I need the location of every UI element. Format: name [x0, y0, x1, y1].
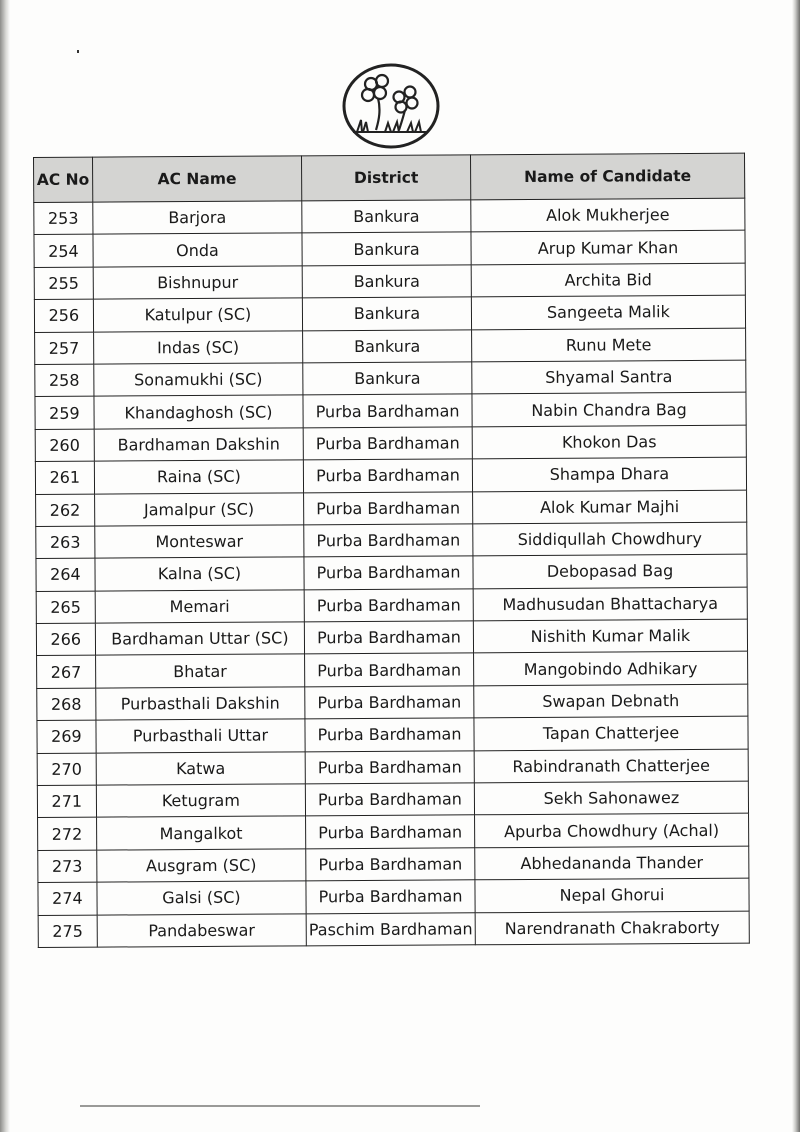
cell-ac-no: 256	[34, 299, 93, 332]
cell-ac-name: Katulpur (SC)	[93, 298, 303, 332]
cell-district: Bankura	[302, 265, 471, 298]
cell-ac-name: Bishnupur	[93, 266, 303, 300]
cell-ac-name: Ketugram	[96, 784, 306, 818]
table-row	[35, 392, 746, 429]
candidate-table	[33, 153, 750, 948]
cell-candidate: Rabindranath Chatterjee	[474, 749, 748, 783]
table-row	[35, 360, 746, 397]
scan-speck	[77, 50, 79, 53]
table-header-row	[34, 153, 745, 202]
cell-ac-name: Bhatar	[95, 654, 305, 688]
cell-ac-no: 275	[38, 915, 97, 948]
cell-district: Bankura	[302, 232, 471, 265]
cell-candidate: Khokon Das	[472, 425, 746, 459]
cell-ac-name: Indas (SC)	[93, 330, 303, 364]
table-row	[34, 295, 745, 332]
cell-ac-no: 274	[38, 882, 97, 915]
cell-district: Purba Bardhaman	[306, 880, 475, 913]
cell-candidate: Swapan Debnath	[474, 684, 748, 718]
header-ac-no: AC No	[34, 157, 93, 202]
cell-candidate: Apurba Chowdhury (Achal)	[474, 814, 748, 848]
cell-district: Purba Bardhaman	[303, 459, 472, 492]
cell-district: Paschim Bardhaman	[306, 912, 475, 945]
header-ac-name: AC Name	[92, 156, 302, 202]
cell-district: Purba Bardhaman	[305, 783, 474, 816]
cell-district: Purba Bardhaman	[305, 686, 474, 719]
cell-ac-name: Sonamukhi (SC)	[93, 363, 303, 397]
page-edge-shadow-right	[792, 0, 800, 1132]
cell-ac-name: Bardhaman Dakshin	[94, 428, 304, 462]
table-row	[36, 587, 747, 624]
cell-ac-name: Mangalkot	[96, 816, 306, 850]
cell-candidate: Siddiqullah Chowdhury	[473, 522, 747, 556]
table-row	[34, 198, 745, 235]
cell-ac-no: 272	[38, 818, 97, 851]
header-district: District	[302, 155, 471, 201]
cell-district: Purba Bardhaman	[305, 718, 474, 751]
cell-ac-no: 253	[34, 202, 93, 235]
cell-ac-no: 269	[37, 720, 96, 753]
cell-candidate: Shyamal Santra	[472, 360, 746, 394]
table-body	[34, 198, 750, 947]
cell-candidate: Alok Mukherjee	[471, 198, 745, 232]
cell-ac-no: 267	[37, 656, 96, 689]
cell-ac-no: 257	[35, 332, 94, 365]
cell-candidate: Arup Kumar Khan	[471, 231, 745, 265]
page-edge-shadow-left	[0, 0, 10, 1132]
scan-bottom-line	[80, 1105, 480, 1107]
table-row	[38, 846, 749, 883]
cell-candidate: Tapan Chatterjee	[474, 716, 748, 750]
cell-ac-name: Ausgram (SC)	[96, 849, 306, 883]
cell-ac-no: 268	[37, 688, 96, 721]
cell-candidate: Sangeeta Malik	[471, 295, 745, 329]
table-row	[35, 425, 746, 462]
cell-ac-name: Purbasthali Uttar	[96, 719, 306, 753]
cell-candidate: Alok Kumar Majhi	[472, 490, 746, 524]
cell-ac-name: Pandabeswar	[97, 913, 307, 947]
table-row	[38, 814, 749, 851]
cell-ac-no: 270	[37, 753, 96, 786]
cell-district: Bankura	[302, 200, 471, 233]
twin-flowers-grass-logo-icon	[341, 62, 441, 150]
cell-district: Purba Bardhaman	[304, 589, 473, 622]
cell-ac-no: 259	[35, 396, 94, 429]
cell-ac-no: 254	[34, 235, 93, 268]
cell-ac-name: Barjora	[92, 201, 302, 235]
cell-ac-name: Monteswar	[94, 525, 304, 559]
table-row	[34, 231, 745, 268]
cell-district: Purba Bardhaman	[306, 848, 475, 881]
table-row	[34, 263, 745, 300]
cell-ac-no: 266	[36, 623, 95, 656]
cell-candidate: Nabin Chandra Bag	[472, 392, 746, 426]
cell-district: Purba Bardhaman	[304, 556, 473, 589]
cell-candidate: Sekh Sahonawez	[474, 781, 748, 815]
cell-ac-name: Raina (SC)	[94, 460, 304, 494]
cell-ac-no: 273	[38, 850, 97, 883]
table-row	[37, 716, 748, 753]
table-row	[36, 619, 747, 656]
cell-candidate: Mangobindo Adhikary	[473, 652, 747, 686]
cell-candidate: Narendranath Chakraborty	[475, 911, 749, 945]
cell-district: Purba Bardhaman	[304, 524, 473, 557]
cell-district: Purba Bardhaman	[306, 815, 475, 848]
cell-candidate: Madhusudan Bhattacharya	[473, 587, 747, 621]
header-candidate: Name of Candidate	[470, 153, 744, 200]
cell-district: Purba Bardhaman	[305, 653, 474, 686]
cell-ac-name: Galsi (SC)	[97, 881, 307, 915]
cell-ac-no: 265	[36, 591, 95, 624]
cell-ac-name: Bardhaman Uttar (SC)	[95, 622, 305, 656]
cell-ac-name: Khandaghosh (SC)	[94, 395, 304, 429]
table-row	[36, 554, 747, 591]
cell-ac-name: Katwa	[96, 751, 306, 785]
table-row	[36, 522, 747, 559]
cell-ac-no: 261	[35, 461, 94, 494]
cell-district: Purba Bardhaman	[305, 750, 474, 783]
cell-ac-no: 262	[36, 494, 95, 527]
table-row	[35, 457, 746, 494]
cell-candidate: Runu Mete	[471, 328, 745, 362]
cell-ac-no: 263	[36, 526, 95, 559]
cell-ac-name: Onda	[93, 233, 303, 267]
cell-candidate: Nishith Kumar Malik	[473, 619, 747, 653]
cell-ac-no: 271	[37, 785, 96, 818]
table-row	[38, 878, 749, 915]
cell-ac-name: Purbasthali Dakshin	[95, 687, 305, 721]
cell-district: Purba Bardhaman	[303, 427, 472, 460]
table-row	[37, 684, 748, 721]
cell-ac-no: 255	[34, 267, 93, 300]
table-row	[36, 490, 747, 527]
cell-district: Purba Bardhaman	[304, 621, 473, 654]
cell-ac-no: 258	[35, 364, 94, 397]
cell-district: Purba Bardhaman	[303, 394, 472, 427]
cell-ac-no: 260	[35, 429, 94, 462]
cell-district: Purba Bardhaman	[304, 491, 473, 524]
cell-candidate: Shampa Dhara	[472, 457, 746, 491]
cell-candidate: Debopasad Bag	[473, 554, 747, 588]
table-row	[38, 911, 749, 948]
cell-ac-name: Jamalpur (SC)	[94, 492, 304, 526]
table-row	[35, 328, 746, 365]
cell-candidate: Abhedananda Thander	[475, 846, 749, 880]
cell-district: Bankura	[303, 329, 472, 362]
cell-candidate: Archita Bid	[471, 263, 745, 297]
cell-ac-name: Kalna (SC)	[95, 557, 305, 591]
table-row	[37, 749, 748, 786]
table-row	[37, 781, 748, 818]
table-row	[37, 652, 748, 689]
cell-ac-no: 264	[36, 558, 95, 591]
cell-district: Bankura	[303, 362, 472, 395]
cell-ac-name: Memari	[95, 590, 305, 624]
cell-candidate: Nepal Ghorui	[475, 878, 749, 912]
cell-district: Bankura	[302, 297, 471, 330]
